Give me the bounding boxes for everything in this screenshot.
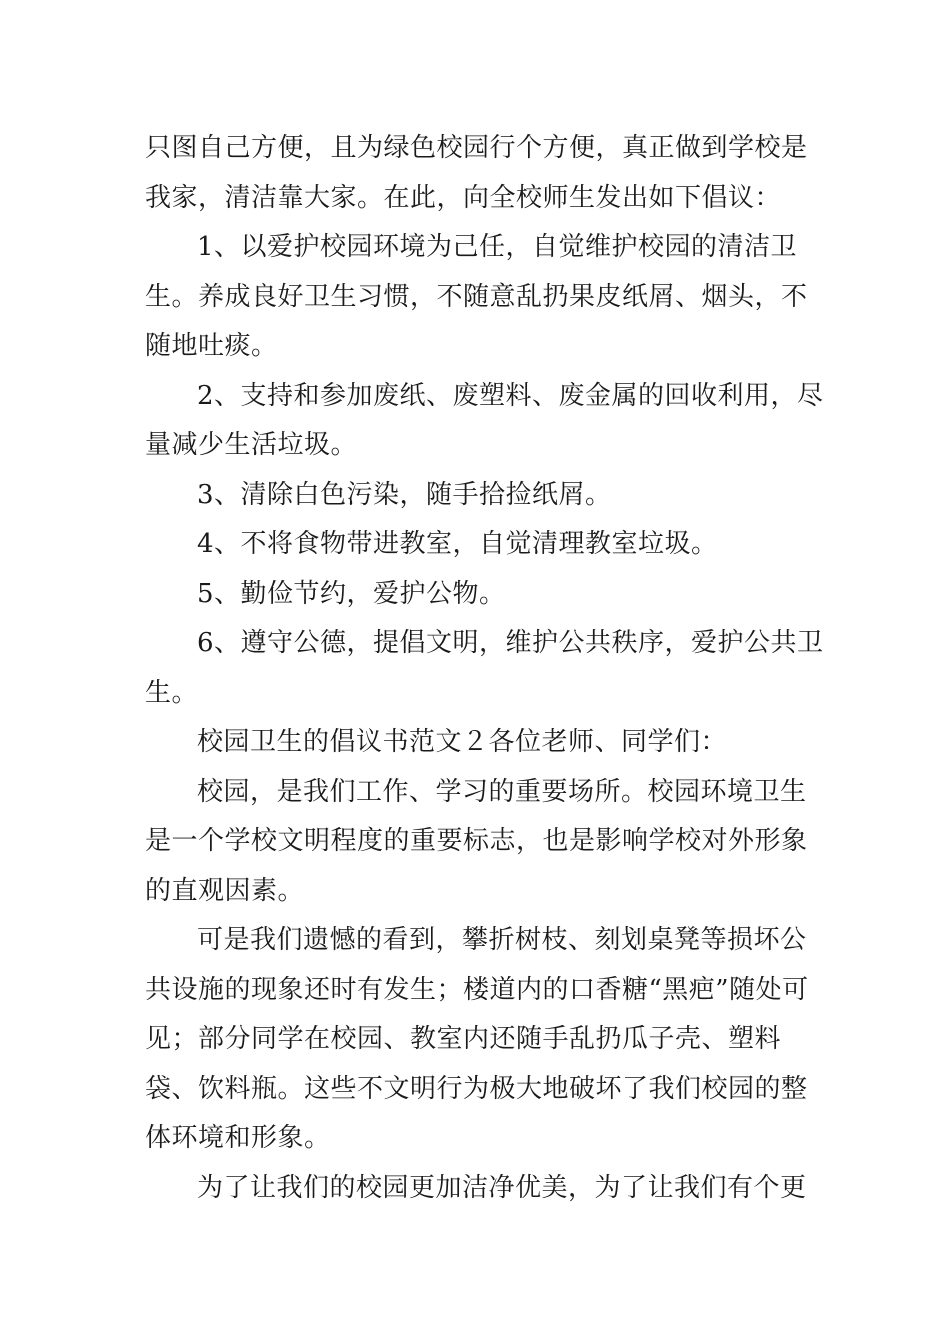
proposal-item-4: 4、不将食物带进教室，自觉清理教室垃圾。 [197, 529, 718, 559]
paragraph-uncivil-behavior: 可是我们遗憾的看到，攀折树枝、刻划桌凳等损坏公共设施的现象还时有发生；楼道内的口香糖“黑疤”随处可见；部分同学在校园、教室内还随手乱扔瓜子壳、塑料袋、饮料瓶。这些不文明行为极大地破坏了我们校园的整体环境和形象。 [145, 925, 809, 1153]
proposal-item-5: 5、勤俭节约，爱护公物。 [197, 578, 506, 609]
section-heading-sample-2: 校园卫生的倡议书范文２各位老师、同学们： [197, 727, 728, 757]
proposal-item-6: 6、遵守公德，提倡文明，维护公共秩序，爱护公共卫生。 [145, 628, 824, 708]
proposal-item-2: 2、支持和参加废纸、废塑料、废金属的回收利用，尽量减少生活垃圾。 [145, 380, 824, 460]
paragraph-intro-continuation: 只图自己方便，且为绿色校园行个方便，真正做到学校是我家，清洁靠大家。在此，向全校师生发出如下倡议： [145, 133, 808, 213]
paragraph-call-to-action: 为了让我们的校园更加洁净优美，为了让我们有个更 [197, 1172, 807, 1203]
document-page [145, 124, 825, 1213]
proposal-item-1: 1、以爱护校园环境为己任，自觉维护校园的清洁卫生。养成良好卫生习惯，不随意乱扔果皮纸屑、烟头，不随地吐痰。 [145, 232, 808, 361]
proposal-item-3: 3、清除白色污染，随手拾捡纸屑。 [197, 479, 612, 510]
paragraph-campus-importance: 校园，是我们工作、学习的重要场所。校园环境卫生是一个学校文明程度的重要标志，也是影响学校对外形象的直观因素。 [145, 776, 808, 906]
